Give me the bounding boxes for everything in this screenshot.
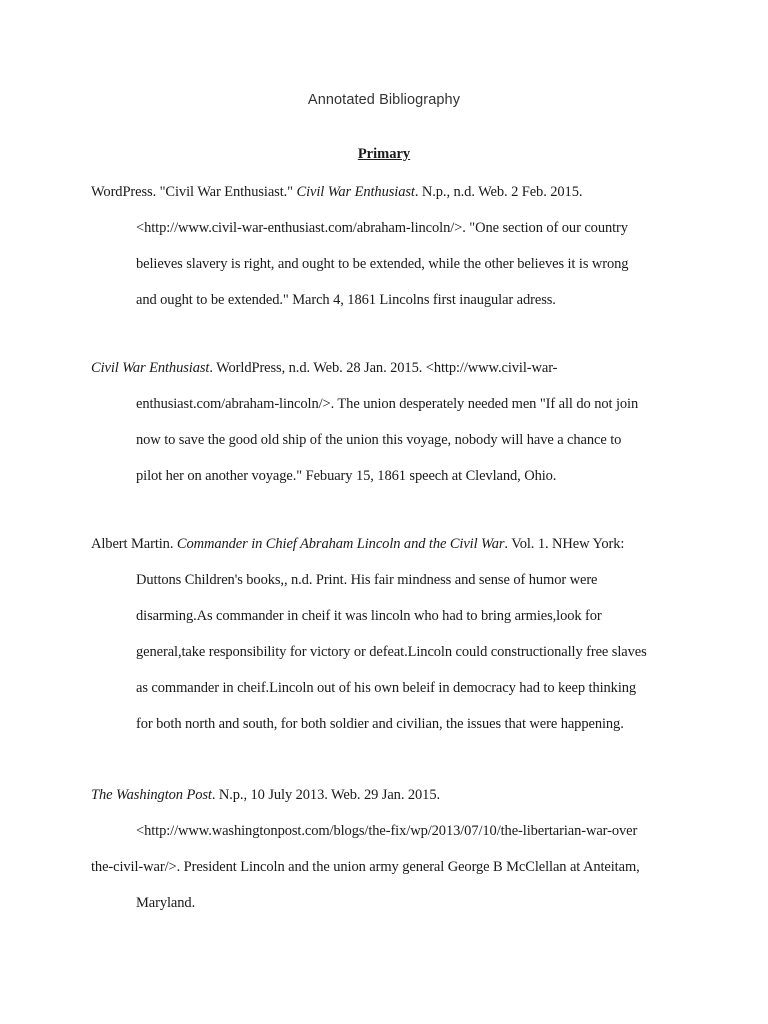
entry-text: Duttons Children's books,, n.d. Print. His fair mindness and sense of humor were bbox=[136, 572, 598, 588]
entry-text: enthusiast.com/abraham-lincoln/>. The union desperately needed men "If all do not join bbox=[136, 396, 639, 412]
entry-text: . N.p., n.d. Web. 2 Feb. 2015. bbox=[414, 184, 583, 200]
entry-text: Maryland. bbox=[136, 895, 196, 911]
entry-line bbox=[136, 422, 736, 458]
entry-text: as commander in cheif.Lincoln out of his own beleif in democracy had to keep thinking bbox=[136, 680, 637, 696]
entry-line bbox=[136, 598, 736, 634]
bibliography-entry bbox=[91, 174, 736, 318]
entry-text: <http://www.washingtonpost.com/blogs/the-fix/wp/2013/07/10/the-libertarian-war-over bbox=[136, 823, 638, 839]
entry-text: believes slavery is right, and ought to be extended, while the other believes it is wrong bbox=[136, 256, 629, 272]
entry-text: general,take responsibility for victory or defeat.Lincoln could constructionally free slaves bbox=[136, 644, 647, 660]
entry-text: now to save the good old ship of the union this voyage, nobody will have a chance to bbox=[136, 432, 622, 448]
entry-line bbox=[136, 706, 736, 742]
entry-text: and ought to be extended." March 4, 1861 Lincolns first inaugular adress. bbox=[136, 292, 556, 308]
entry-title-italic: Civil War Enthusiast bbox=[296, 184, 415, 200]
entry-line bbox=[136, 246, 736, 282]
entry-title-italic: Commander in Chief Abraham Lincoln and the Civil War bbox=[176, 536, 505, 552]
entry-line bbox=[91, 526, 736, 562]
entry-text: WordPress. "Civil War Enthusiast." bbox=[91, 184, 297, 200]
entry-text: Albert Martin. bbox=[91, 536, 177, 552]
entry-text: . Vol. 1. NHew York: bbox=[504, 536, 625, 552]
entry-line bbox=[136, 634, 736, 670]
entry-line bbox=[136, 670, 736, 706]
entry-text: the-civil-war/>. President Lincoln and the union army general George B McClellan at Anteitam, bbox=[91, 859, 640, 875]
entry-line bbox=[136, 885, 736, 921]
entry-line bbox=[136, 386, 736, 422]
page-title: Annotated Bibliography bbox=[307, 92, 461, 108]
entry-title-italic: The Washington Post bbox=[91, 787, 212, 803]
entry-title-italic: Civil War Enthusiast bbox=[91, 360, 210, 376]
entry-line bbox=[91, 350, 736, 386]
entry-line bbox=[91, 174, 736, 210]
entry-line bbox=[136, 282, 736, 318]
entry-text: for both north and south, for both soldier and civilian, the issues that were happening. bbox=[136, 716, 624, 732]
bibliography-entry bbox=[91, 777, 736, 921]
entry-line bbox=[91, 849, 736, 885]
entry-line bbox=[136, 562, 736, 598]
entry-text: <http://www.civil-war-enthusiast.com/abraham-lincoln/>. "One section of our country bbox=[136, 220, 628, 236]
bibliography-entry bbox=[91, 526, 736, 742]
entry-line bbox=[136, 813, 736, 849]
entry-text: disarming.As commander in cheif it was lincoln who had to bring armies,look for bbox=[136, 608, 602, 624]
entry-line bbox=[91, 777, 736, 813]
bibliography-entry bbox=[91, 350, 736, 494]
section-heading-primary: Primary bbox=[357, 146, 411, 162]
entry-text: . WorldPress, n.d. Web. 28 Jan. 2015. <http://www.civil-war- bbox=[209, 360, 558, 376]
entry-text: pilot her on another voyage." Febuary 15, 1861 speech at Clevland, Ohio. bbox=[136, 468, 557, 484]
entry-text: . N.p., 10 July 2013. Web. 29 Jan. 2015. bbox=[211, 787, 440, 803]
entry-line bbox=[136, 210, 736, 246]
entry-line bbox=[136, 458, 736, 494]
